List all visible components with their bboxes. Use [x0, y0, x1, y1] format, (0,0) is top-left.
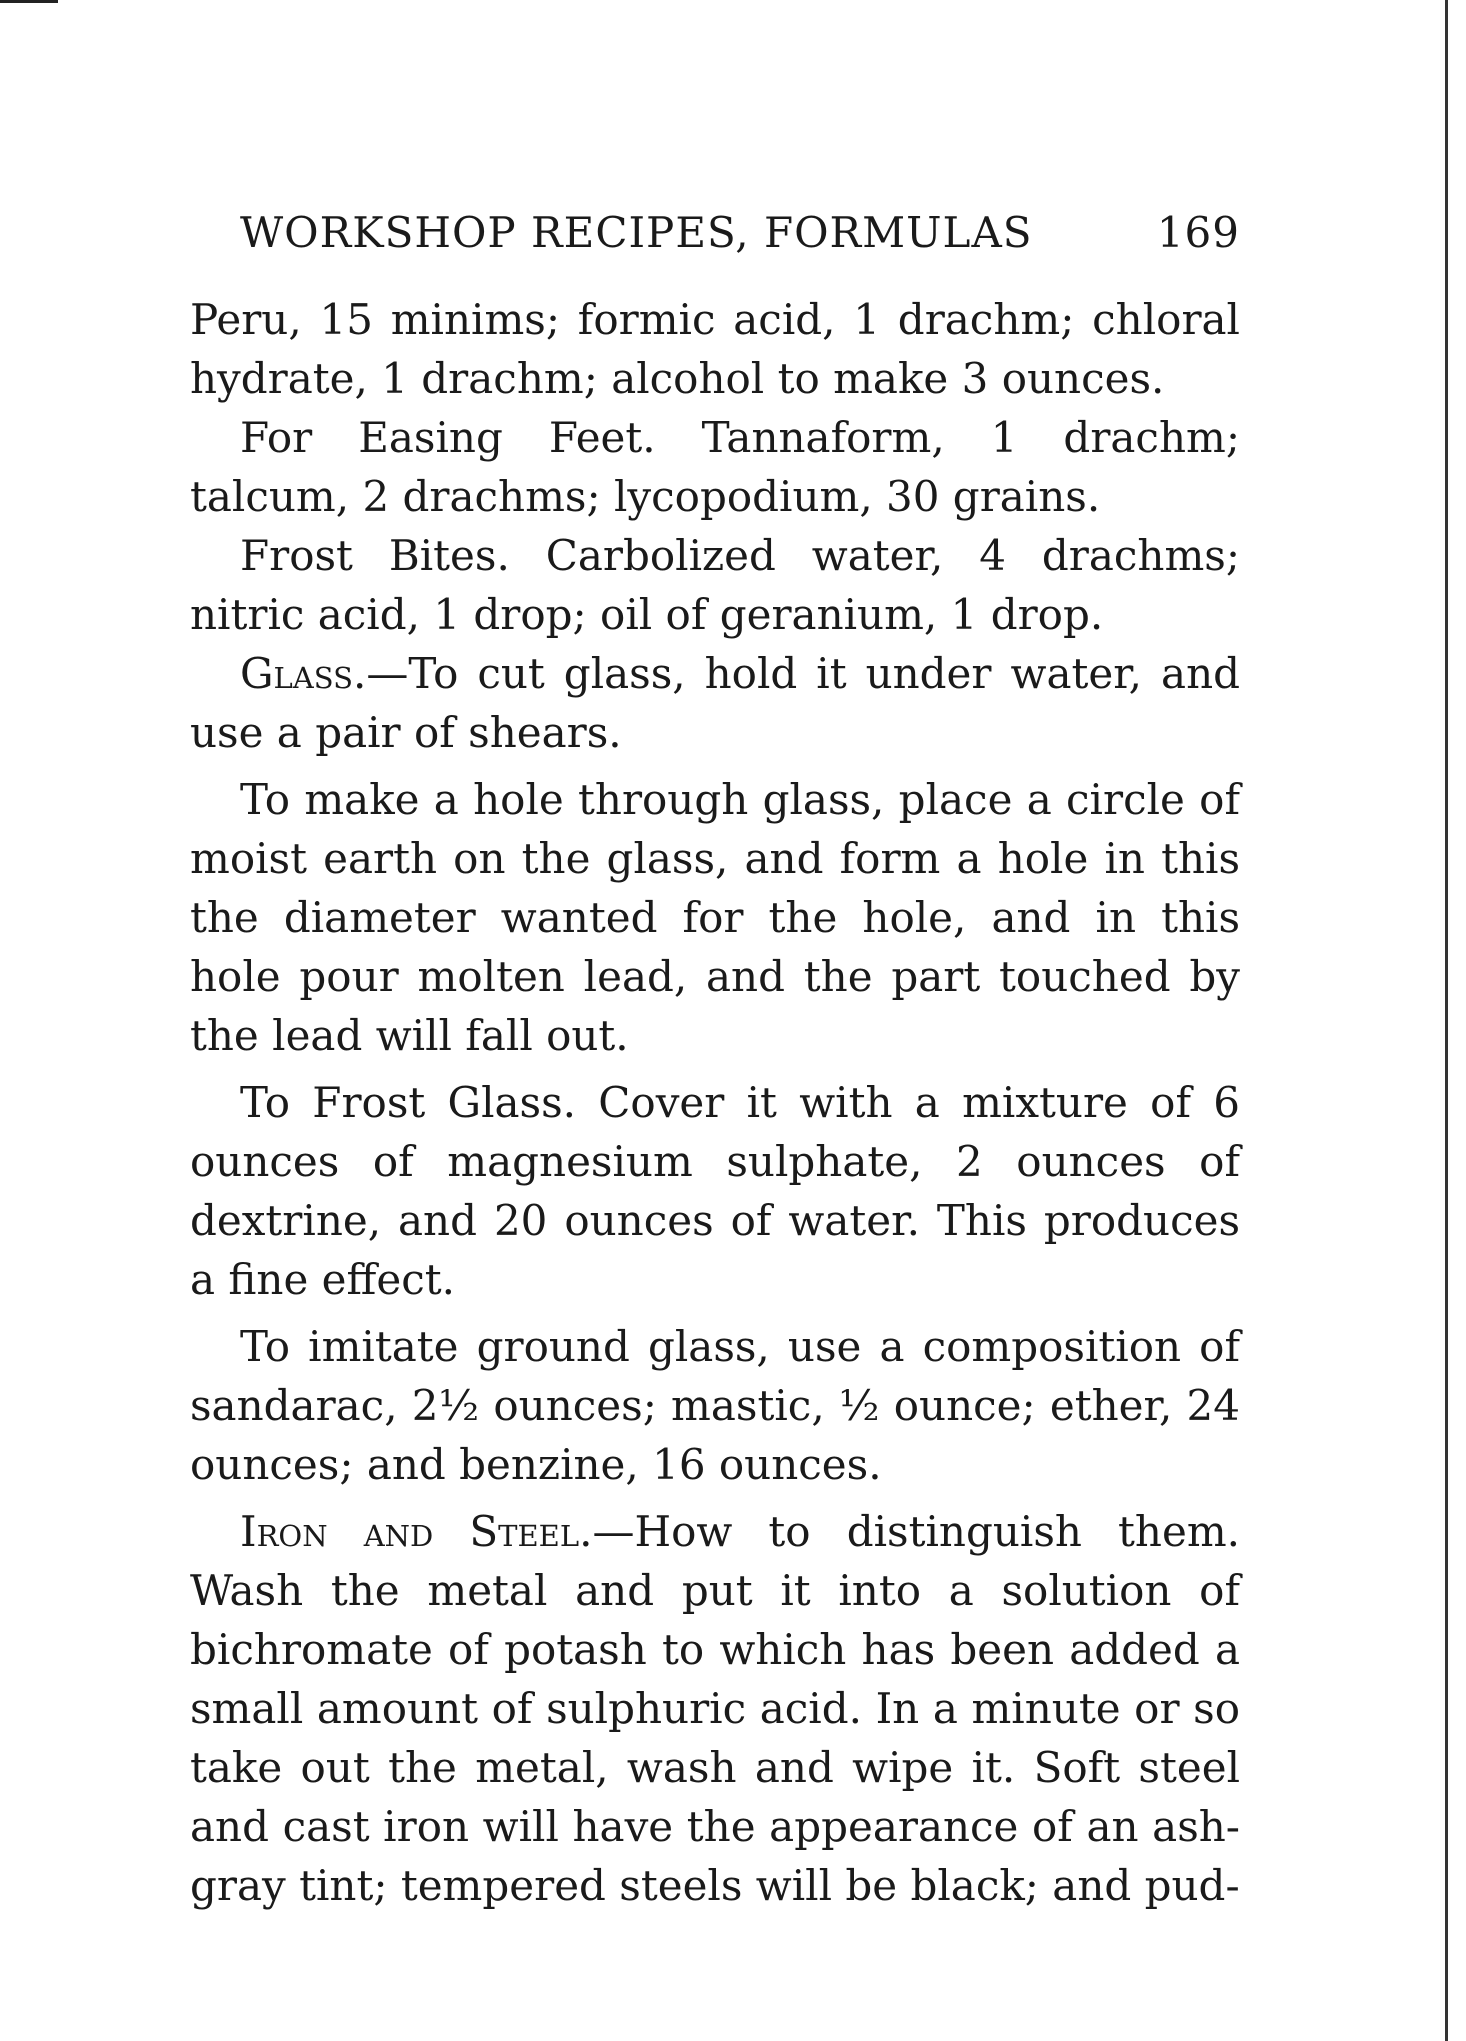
paragraph-text: —How to distinguish them. Wash the metal and put it into a solution of bichromate of potash to which has been added a small amount of sulphuric acid. In a minute or so take out the metal, wash and wipe it. Soft steel and cast iron will have the appearance of an ash-gray tint; tempered steels will be black; and pud- — [190, 1507, 1240, 1910]
paragraph-peru-continued — [190, 290, 1240, 408]
running-head-title: WORKSHOP RECIPES, FORMULAS — [240, 208, 1033, 257]
paragraph-text: For Easing Feet. Tannaform, 1 drachm; talcum, 2 drachms; lycopodium, 30 grains. — [190, 413, 1240, 521]
section-heading-glass: Glass. — [240, 649, 367, 698]
paragraph-hole-through-glass — [190, 770, 1240, 1065]
paragraph-easing-feet — [190, 408, 1240, 526]
body-text — [190, 290, 1240, 1915]
paragraph-glass — [190, 644, 1240, 762]
paragraph-text: Frost Bites. Carbolized water, 4 drachms; nitric acid, 1 drop; oil of geranium, 1 drop. — [190, 531, 1240, 639]
page-edge-line — [1445, 0, 1448, 2041]
paragraph-text: To imitate ground glass, use a composition of sandarac, 2½ ounces; mastic, ½ ounce; ether, 24 ounces; and benzine, 16 ounces. — [190, 1322, 1240, 1489]
paragraph-ground-glass — [190, 1317, 1240, 1494]
paragraph-text: To Frost Glass. Cover it with a mixture of 6 ounces of magnesium sulphate, 2 ounces of dextrine, and 20 ounces of water. This produces a fine effect. — [190, 1078, 1240, 1304]
section-heading-iron-steel: Iron and Steel. — [240, 1507, 593, 1556]
running-head — [240, 208, 1240, 257]
corner-rule — [0, 0, 58, 3]
paragraph-frost-bites — [190, 526, 1240, 644]
paragraph-text: Peru, 15 minims; formic acid, 1 drachm; chloral hydrate, 1 drachm; alcohol to make 3 ounces. — [190, 295, 1240, 403]
paragraph-iron-and-steel — [190, 1502, 1240, 1915]
paragraph-text: —To cut glass, hold it under water, and use a pair of shears. — [190, 649, 1240, 757]
page-number: 169 — [1156, 208, 1240, 257]
paragraph-frost-glass — [190, 1073, 1240, 1309]
paragraph-text: To make a hole through glass, place a circle of moist earth on the glass, and form a hole in this the diameter wanted for the hole, and in this hole pour molten lead, and the part touched by the lead will fall out. — [190, 775, 1240, 1060]
